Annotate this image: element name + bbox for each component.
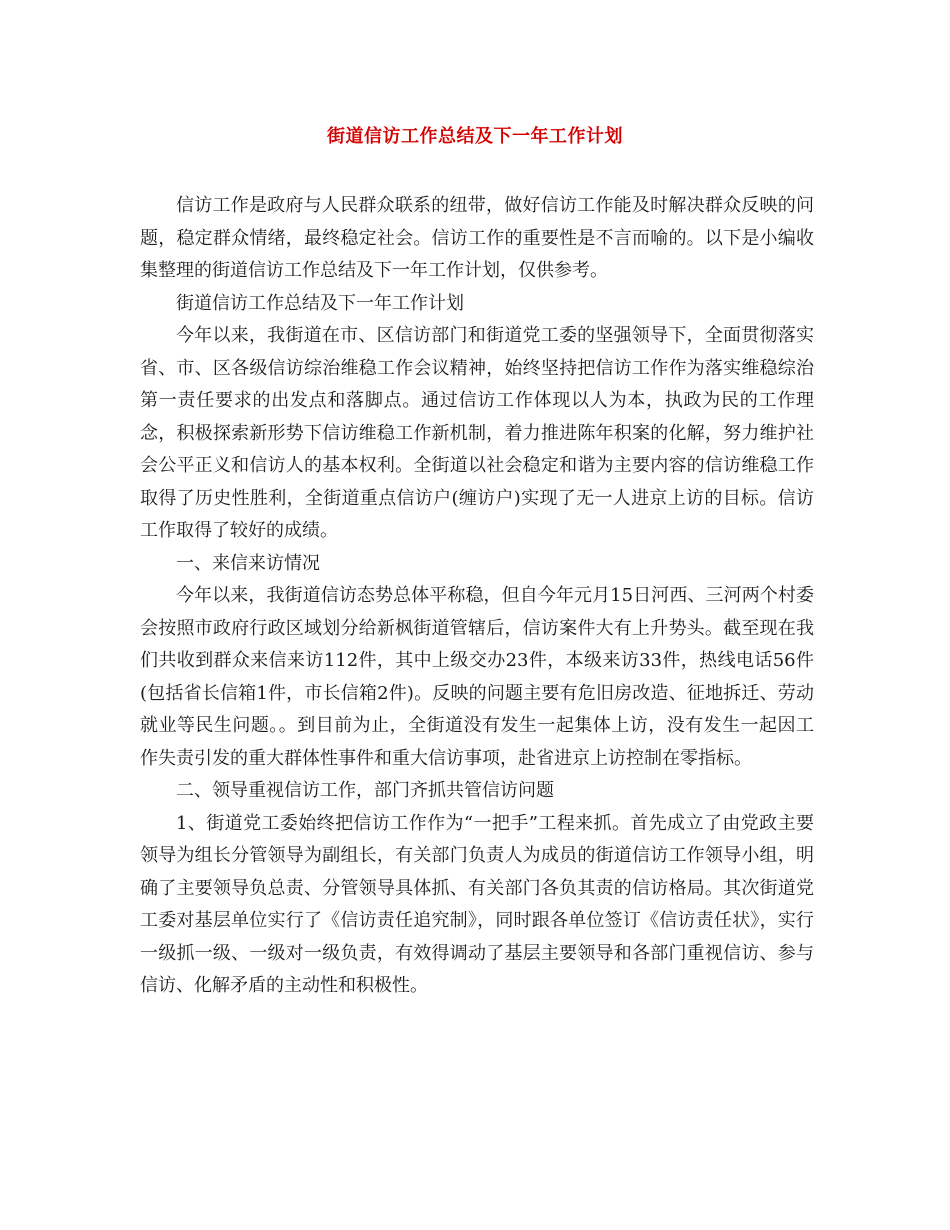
page-title: 街道信访工作总结及下一年工作计划 <box>327 126 623 147</box>
paragraph-summary: 今年以来，我街道在市、区信访部门和街道党工委的坚强领导下，全面贯彻落实省、市、区各级信访综治维稳工作会议精神，始终坚持把信访工作作为落实维稳综治第一责任要求的出发点和落脚点。通过信访工作体现以人为本，执政为民的工作理念，积极探索新形势下信访维稳工作新机制，着力推进陈年积案的化解，努力维护社会公平正义和信访人的基本权利。全街道以社会稳定和谐为主要内容的信访维稳工作取得了历史性胜利，全街道重点信访户(缠访户)实现了无一人进京上访的目标。信访工作取得了较好的成绩。 <box>140 325 814 541</box>
section-heading-2: 二、领导重视信访工作，部门齐抓共管信访问题 <box>176 780 554 801</box>
document-body <box>140 190 814 1003</box>
paragraph-visits: 今年以来，我街道信访态势总体平称稳，但自今年元月15日河西、三河两个村委会按照市政府行政区域划分给新枫街道管辖后，信访案件大有上升势头。截至现在我们共收到群众来信来访112件，其中上级交办23件，本级来访33件，热线电话56件(包括省长信箱1件，市长信箱2件)。反映的问题主要有危旧房改造、征地拆迁、劳动就业等民生问题。。到目前为止，全街道没有发生一起集体上访，没有发生一起因工作失责引发的重大群体性事件和重大信访事项，赴省进京上访控制在零指标。 <box>140 585 814 769</box>
paragraph-leadership: 1、街道党工委始终把信访工作作为“一把手”工程来抓。首先成立了由党政主要领导为组长分管领导为副组长，有关部门负责人为成员的街道信访工作领导小组，明确了主要领导负总责、分管领导具体抓、有关部门各负其责的信访格局。其次街道党工委对基层单位实行了《信访责任追究制》，同时跟各单位签订《信访责任状》，实行一级抓一级、一级对一级负责，有效得调动了基层主要领导和各部门重视信访、参与信访、化解矛盾的主动性和积极性。 <box>140 812 814 996</box>
paragraph-intro: 信访工作是政府与人民群众联系的纽带，做好信访工作能及时解决群众反映的问题，稳定群众情绪，最终稳定社会。信访工作的重要性是不言而喻的。以下是小编收集整理的街道信访工作总结及下一年工作计划，仅供参考。 <box>140 195 814 281</box>
section-heading-1: 一、来信来访情况 <box>176 552 320 574</box>
paragraph-subtitle: 街道信访工作总结及下一年工作计划 <box>176 292 464 314</box>
